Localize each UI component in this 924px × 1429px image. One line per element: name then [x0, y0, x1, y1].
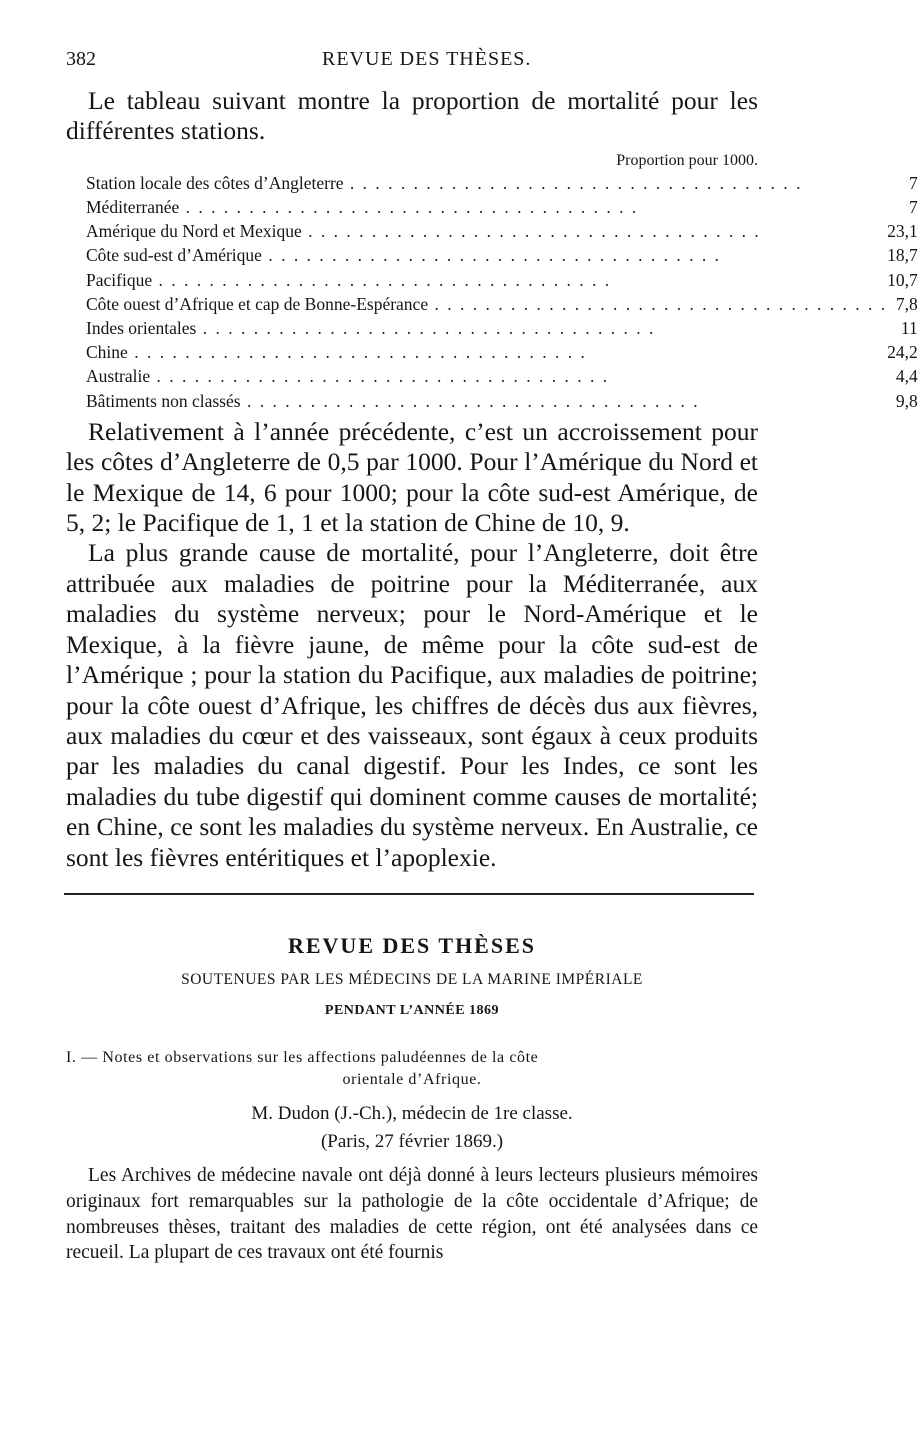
running-header [66, 48, 758, 86]
running-title: REVUE DES THÈSES. [322, 48, 532, 70]
station-value: 10,7 [887, 269, 918, 290]
station-value: 4,4 [895, 366, 918, 387]
table-row [86, 268, 924, 292]
dot-leader: . . . . . . . . . . . . . . . . . . . . . . . . . . . . . . . . . . . . [240, 390, 700, 411]
item-title-line1: Notes et observations sur les affections paludéennes de la côte [102, 1048, 539, 1066]
item-body: Les Archives de médecine navale ont déjà donné à leurs lecteurs plusieurs mémoires originaux fort remarquables sur la pathologie de la côte occidentale d’Afrique; de nombreuses thèses, traitant des maladies de cette région, ont été analysées dans ce recueil. La plupart de ces travaux ont été fournis [66, 1164, 758, 1264]
dot-leader: . . . . . . . . . . . . . . . . . . . . . . . . . . . . . . . . . . . . [150, 366, 610, 387]
table-row [86, 364, 924, 388]
dot-leader: . . . . . . . . . . . . . . . . . . . . . . . . . . . . . . . . . . . . [428, 293, 888, 314]
table-row [86, 389, 924, 413]
station-name: Chine [86, 342, 128, 363]
mortality-table [86, 171, 924, 413]
table-row [86, 243, 924, 267]
intro-paragraph: Le tableau suivant montre la proportion de mortalité pour les différentes stations. [66, 86, 758, 146]
item-author: M. Dudon (J.-Ch.), médecin de 1re classe. [251, 1102, 573, 1124]
item-heading [66, 1047, 758, 1069]
station-value: 7 [908, 172, 918, 193]
station-value: 7 [908, 197, 918, 218]
section-title: REVUE DES THÈSES [287, 932, 536, 958]
station-name: Amérique du Nord et Mexique [86, 221, 302, 242]
table-row [86, 195, 924, 219]
dot-leader: . . . . . . . . . . . . . . . . . . . . . . . . . . . . . . . . . . . . [343, 172, 803, 193]
item-number: I. — [66, 1048, 98, 1066]
item-dateline: (Paris, 27 février 1869.) [320, 1130, 504, 1152]
page-number: 382 [66, 48, 96, 70]
dot-leader: . . . . . . . . . . . . . . . . . . . . . . . . . . . . . . . . . . . . [261, 245, 721, 266]
station-name: Pacifique [86, 269, 153, 290]
table-row [86, 171, 924, 195]
station-value: 11 [900, 318, 918, 339]
table-column-header: Proportion pour 1000. [616, 151, 758, 169]
station-value: 9,8 [895, 390, 918, 411]
dot-leader: . . . . . . . . . . . . . . . . . . . . . . . . . . . . . . . . . . . . [127, 342, 587, 363]
station-name: Méditerranée [86, 197, 180, 218]
page [66, 48, 918, 1266]
station-name: Station locale des côtes d’Angleterre [86, 172, 344, 193]
section-year-line: PENDANT L’ANNÉE 1869 [324, 1002, 500, 1018]
station-name: Indes orientales [86, 318, 197, 339]
item-title-line2: orientale d’Afrique. [342, 1070, 482, 1088]
dot-leader: . . . . . . . . . . . . . . . . . . . . . . . . . . . . . . . . . . . . [301, 221, 761, 242]
table-row [86, 316, 924, 340]
station-value: 23,1 [887, 221, 918, 242]
paragraph-causes: La plus grande cause de mortalité, pour l’Angleterre, doit être attribuée aux maladies de poitrine pour la Méditerranée, aux maladies du système nerveux; pour le Nord-Amérique et le Mexique, à la fièvre jaune, de même pour la côte sud-est de l’Amérique ; pour la station du Pacifique, aux maladies de poitrine; pour la côte ouest d’Afrique, les chiffres de décès dus aux fièvres, aux maladies du cœur et des vaisseaux, sont égaux à ceux produits par les maladies du canal digestif. Pour les Indes, ce sont les maladies du tube digestif qui dominent comme causes de mortalité; en Chine, ce sont les maladies du système nerveux. En Australie, ce sont les fièvres entéritiques et l’apoplexie. [66, 538, 758, 872]
dot-leader: . . . . . . . . . . . . . . . . . . . . . . . . . . . . . . . . . . . . [179, 197, 639, 218]
station-name: Côte sud-est d’Amérique [86, 245, 262, 266]
station-name: Bâtiments non classés [86, 390, 241, 411]
table-row [86, 340, 924, 364]
station-value: 7,8 [895, 293, 918, 314]
table-row [86, 292, 924, 316]
dot-leader: . . . . . . . . . . . . . . . . . . . . . . . . . . . . . . . . . . . . [152, 269, 612, 290]
dot-leader: . . . . . . . . . . . . . . . . . . . . . . . . . . . . . . . . . . . . [196, 318, 656, 339]
section-subtitle: SOUTENUES PAR LES MÉDECINS DE LA MARINE IMPÉRIALE [181, 970, 643, 988]
table-row [86, 219, 924, 243]
station-value: 18,7 [887, 245, 918, 266]
station-name: Côte ouest d’Afrique et cap de Bonne-Espérance [86, 293, 429, 314]
station-name: Australie [86, 366, 151, 387]
station-value: 24,2 [887, 342, 918, 363]
section-divider [64, 893, 754, 895]
paragraph-comparison: Relativement à l’année précédente, c’est un accroissement pour les côtes d’Angleterre de 0,5 par 1000. Pour l’Amérique du Nord et le Mexique de 14, 6 pour 1000; pour la côte sud-est Amérique, de 5, 2; le Pacifique de 1, 1 et la station de Chine de 10, 9. [66, 416, 758, 538]
